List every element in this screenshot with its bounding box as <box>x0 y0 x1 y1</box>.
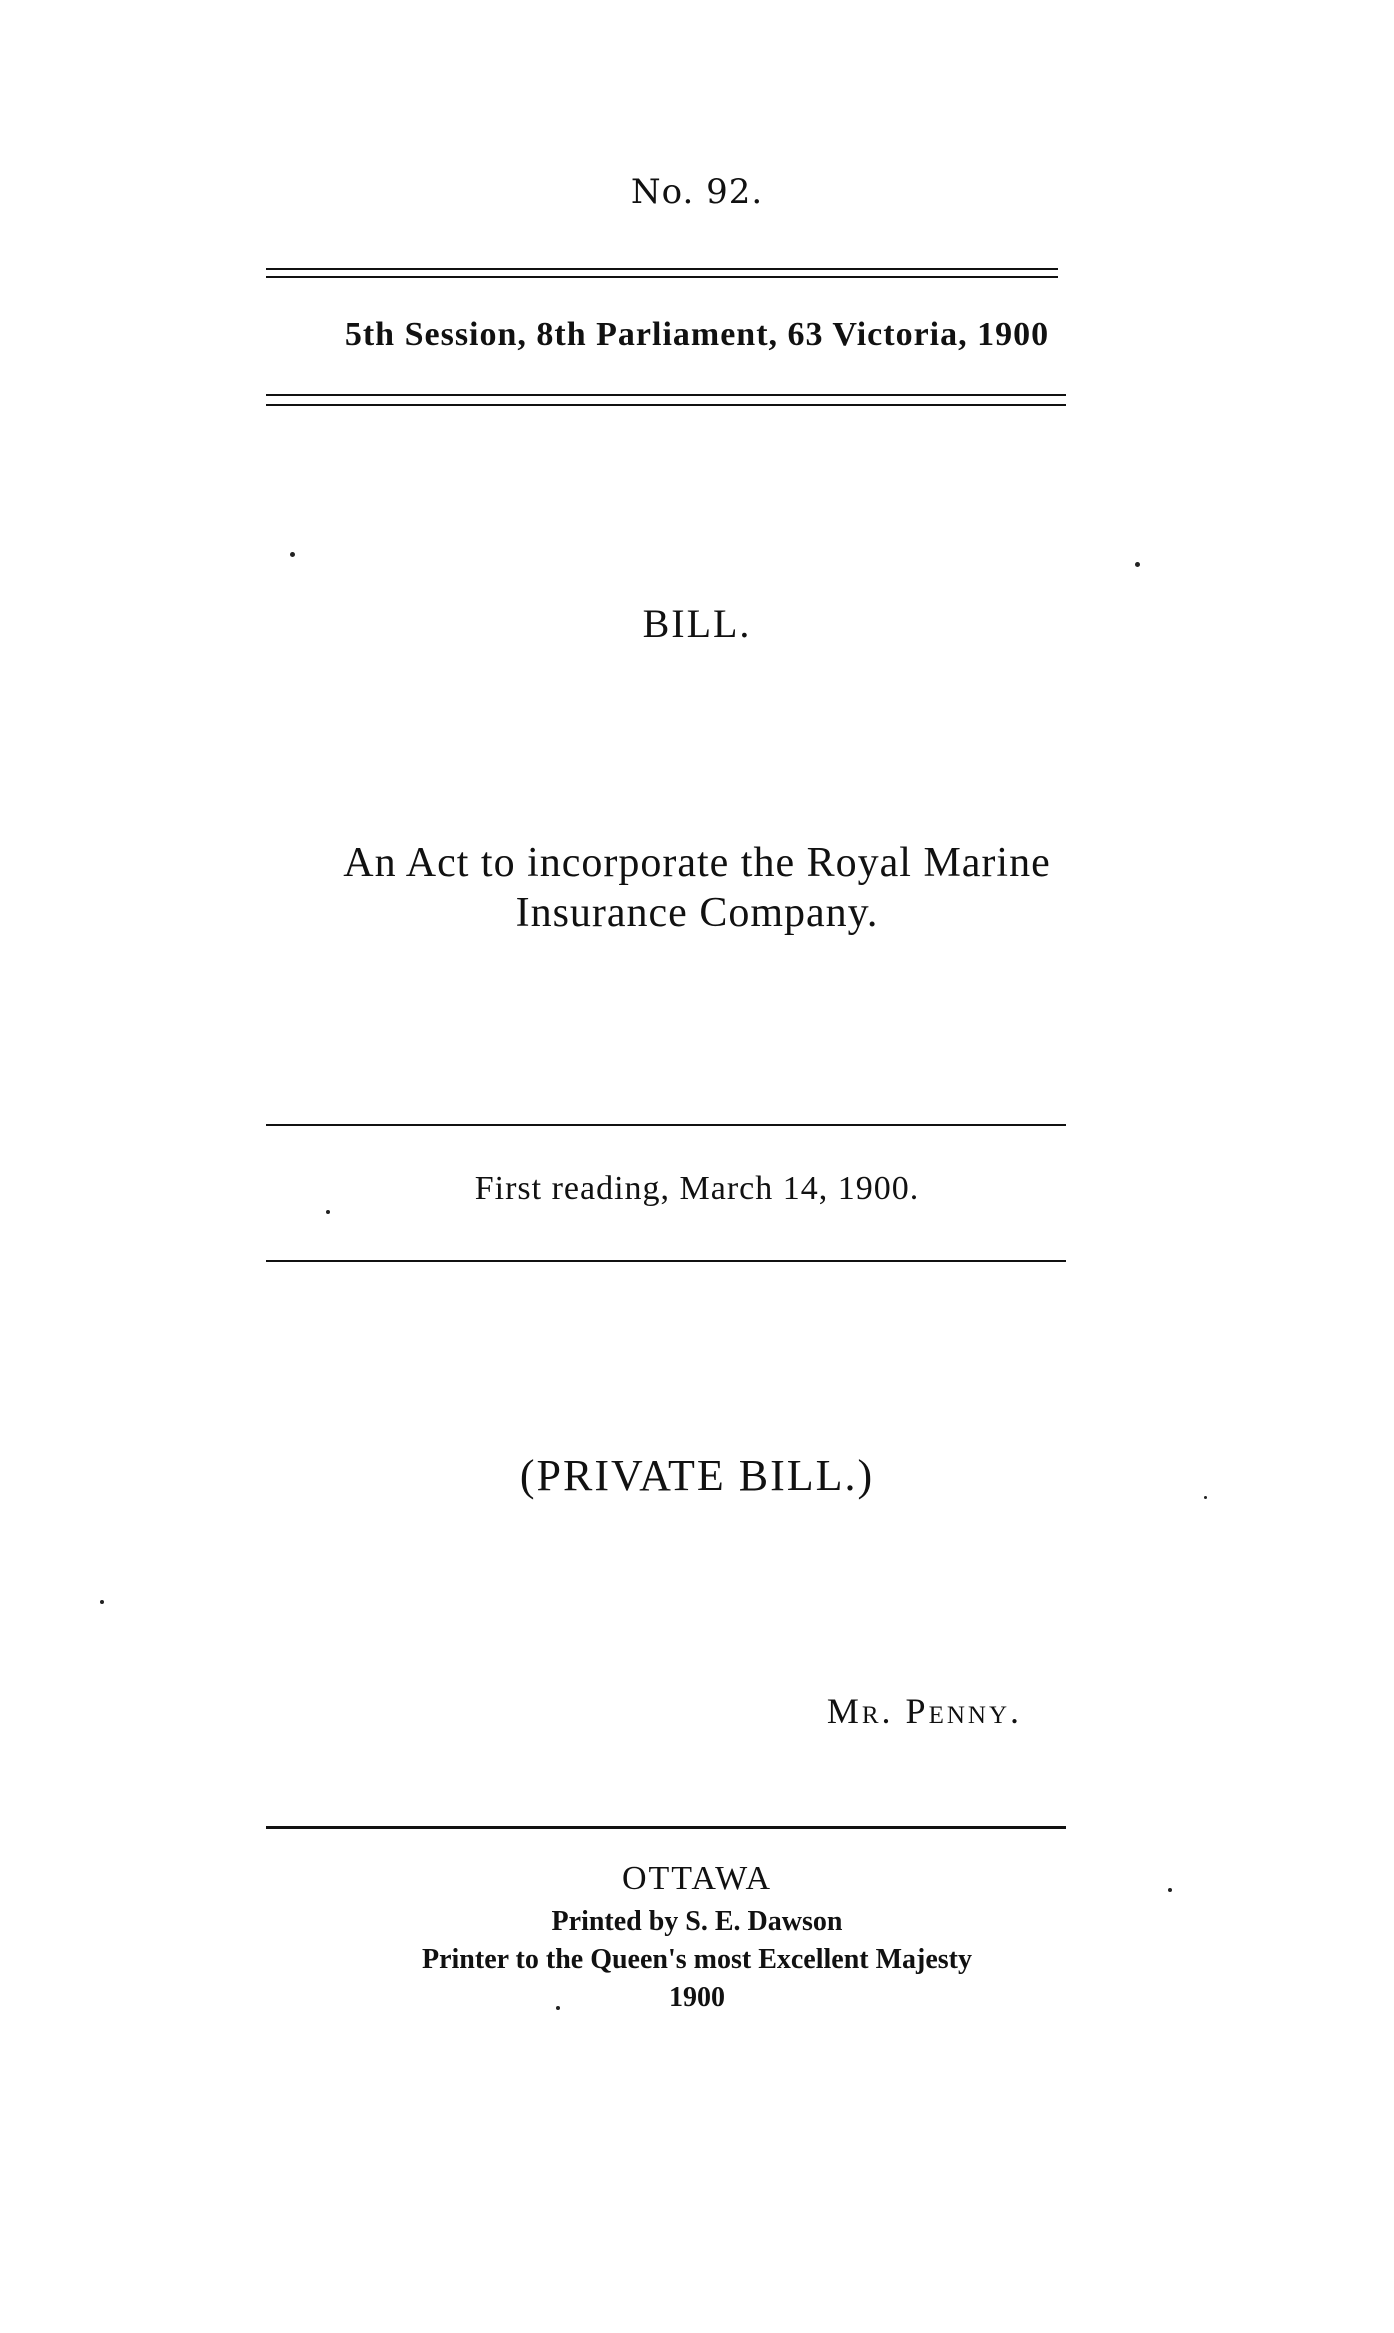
bill-heading: BILL. <box>642 601 752 646</box>
header-bottom-rule-2 <box>266 404 1066 406</box>
imprint-printer: Printed by S. E. Dawson <box>551 1906 843 1937</box>
private-bill-label: (PRIVATE BILL.) <box>519 1451 875 1500</box>
session-line: 5th Session, 8th Parliament, 63 Victoria, 1900 <box>344 316 1050 353</box>
sponsor-name: Mr. Penny. <box>826 1691 1022 1731</box>
first-reading: First reading, March 14, 1900. <box>474 1170 920 1207</box>
imprint-year: 1900 <box>669 1982 725 2013</box>
scan-speck <box>556 2006 560 2010</box>
scan-speck <box>1204 1496 1207 1499</box>
header-top-rule-1 <box>266 268 1058 270</box>
scan-speck <box>100 1600 104 1604</box>
imprint-rule <box>266 1826 1066 1829</box>
bill-number: No. 92. <box>630 172 764 212</box>
scan-speck <box>290 552 295 557</box>
scan-speck <box>1135 562 1140 567</box>
imprint-printer-title: Printer to the Queen's most Excellent Majesty <box>421 1944 973 1975</box>
reading-bottom-rule <box>266 1260 1066 1262</box>
scan-speck <box>1168 1888 1172 1892</box>
act-title-line-1: An Act to incorporate the Royal Marine <box>343 840 1051 886</box>
act-title <box>0 838 1394 938</box>
header-top-rule-2 <box>266 276 1058 278</box>
act-title-line-2: Insurance Company. <box>515 890 879 936</box>
imprint-place: OTTAWA <box>621 1860 773 1897</box>
header-bottom-rule-1 <box>266 394 1066 396</box>
scan-speck <box>326 1210 330 1214</box>
reading-top-rule <box>266 1124 1066 1126</box>
